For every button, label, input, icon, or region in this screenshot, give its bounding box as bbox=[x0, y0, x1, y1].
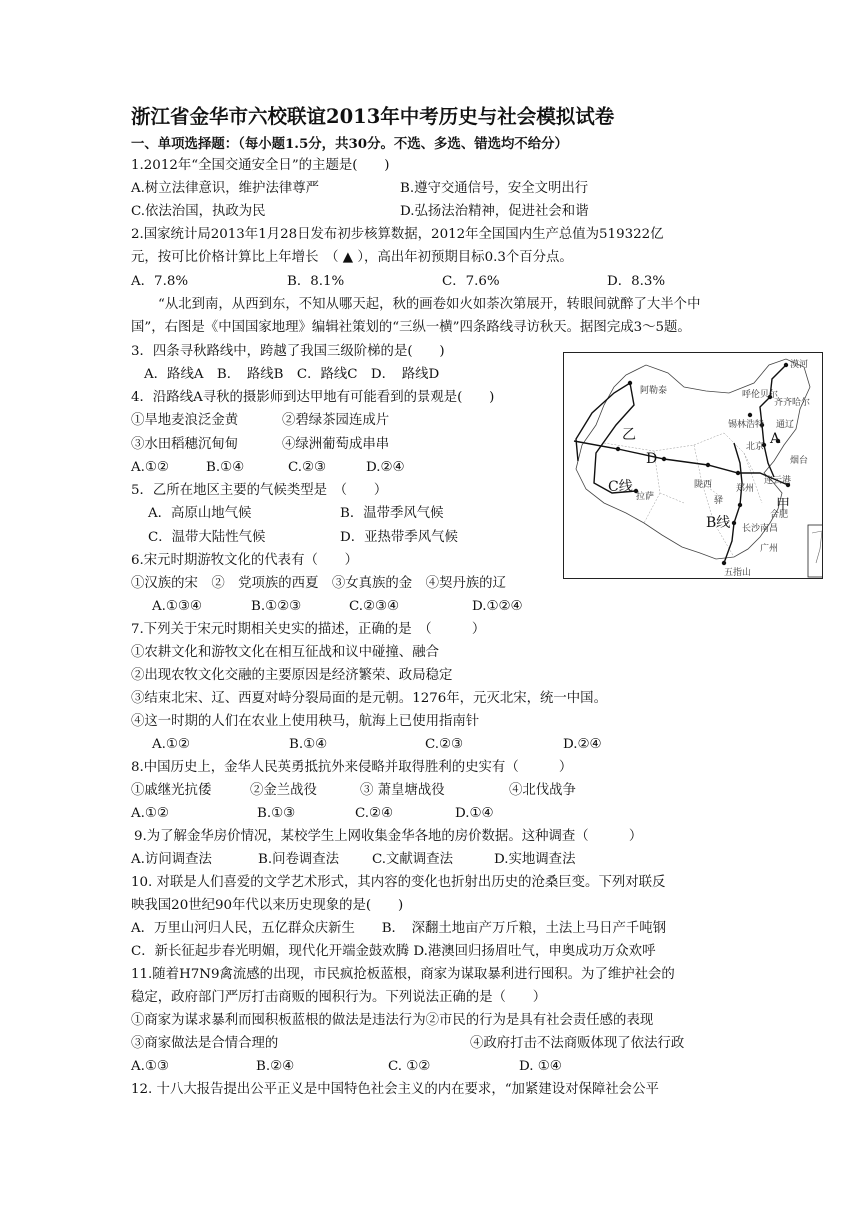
question-5-option-b: B．温带季风气候 bbox=[340, 506, 444, 521]
label-wuzhishan: 五指山 bbox=[724, 568, 752, 578]
question-3-stem: 3．四条寻秋路线中，跨越了我国三级阶梯的是( ) bbox=[131, 344, 445, 359]
question-9-option-d: D.实地调查法 bbox=[494, 852, 576, 867]
question-4-item-2: ②碧绿茶园连成片 bbox=[282, 413, 390, 428]
label-altay: 阿勒泰 bbox=[640, 386, 668, 396]
question-8-option-a: A.①② bbox=[131, 806, 169, 821]
question-8-item-3: ③ 萧皇塘战役 bbox=[360, 783, 445, 798]
question-2-stem-line1: 2.国家统计局2013年1月28日发布初步核算数据，2012年全国国内生产总值为519322亿 bbox=[131, 227, 664, 242]
label-tongliao: 通辽 bbox=[776, 420, 795, 430]
question-4-option-a: A.①② bbox=[131, 460, 169, 475]
question-8-item-1: ①戚继光抗倭 bbox=[131, 783, 212, 798]
question-11-items-1-2: ①商家为谋求暴利而囤积板蓝根的做法是违法行为②市民的行为是具有社会责任感的表现 bbox=[131, 1013, 654, 1028]
question-2-option-c: C．7.6% bbox=[442, 274, 500, 289]
question-11-option-d: D. ①④ bbox=[519, 1059, 562, 1074]
question-7-option-b: B.①④ bbox=[289, 737, 328, 752]
label-lianyungang: 连云港 bbox=[764, 476, 792, 486]
label-zhengzhou: 郑州 bbox=[736, 484, 755, 494]
label-yantai: 烟台 bbox=[790, 456, 809, 466]
question-7-item-2: ②出现农牧文化交融的主要原因是经济繁荣、政局稳定 bbox=[131, 668, 453, 683]
question-11-item-4: ④政府打击不法商贩体现了依法行政 bbox=[470, 1036, 685, 1051]
question-2-option-a: A．7.8% bbox=[131, 274, 189, 289]
question-11-option-c: C. ①② bbox=[388, 1059, 431, 1074]
question-11-stem-line1: 11.随着H7N9禽流感的出现，市民疯抢板蓝根，商家为谋取暴利进行囤积。为了维护社会的 bbox=[131, 967, 675, 982]
question-6-option-c: C.②③④ bbox=[349, 599, 400, 614]
question-10-options-ab: A．万里山河归人民，五亿群众庆新生 B． 深翻土地亩产万斤粮，土法上马日产千吨钢 bbox=[131, 921, 667, 936]
question-11-item-3: ③商家做法是合情合理的 bbox=[131, 1036, 279, 1051]
china-route-map bbox=[563, 352, 823, 579]
question-4-stem: 4．沿路线A寻秋的摄影师到达甲地有可能看到的景观是( ) bbox=[131, 390, 495, 405]
question-8-option-d: D.①④ bbox=[455, 806, 494, 821]
label-zoige: 驿 bbox=[714, 496, 724, 506]
question-11-stem-line2: 稳定，政府部门严厉打击商贩的囤积行为。下列说法正确的是（ ） bbox=[131, 990, 547, 1005]
label-hefei: 合肥 bbox=[770, 510, 789, 520]
question-7-item-3: ③结束北宋、辽、西夏对峙分裂局面的是元朝。1276年，元灭北宋，统一中国。 bbox=[131, 691, 607, 706]
question-11-option-a: A.①③ bbox=[131, 1059, 169, 1074]
question-11-option-b: B.②④ bbox=[256, 1059, 295, 1074]
question-12-stem-line1: 12. 十八大报告提出公平正义是中国特色社会主义的内在要求，“加紧建设对保障社会公平 bbox=[131, 1082, 659, 1097]
map-svg bbox=[564, 353, 822, 578]
question-4-item-1: ①旱地麦浪泛金黄 bbox=[131, 413, 239, 428]
question-4-option-d: D.②④ bbox=[366, 460, 405, 475]
question-10-options-cd: C．新长征起步春光明媚，现代化开端金鼓欢腾 D.港澳回归扬眉吐气，申奥成功万众欢呼 bbox=[131, 944, 656, 959]
question-7-option-c: C.②③ bbox=[425, 737, 464, 752]
question-3-options: A．路线A B． 路线B C．路线C D． 路线D bbox=[144, 367, 440, 382]
question-8-option-b: B.①③ bbox=[257, 806, 296, 821]
label-xilinhot: 锡林浩特 bbox=[728, 420, 765, 430]
question-1-option-d: D.弘扬法治精神，促进社会和谐 bbox=[400, 204, 589, 219]
label-hulunbuir: 呼伦贝尔 bbox=[742, 390, 779, 400]
question-7-item-1: ①农耕文化和游牧文化在相互征战和议中碰撞、融合 bbox=[131, 645, 439, 660]
question-6-option-a: A.①③④ bbox=[152, 599, 202, 614]
question-6-option-b: B.①②③ bbox=[251, 599, 302, 614]
question-7-option-d: D.②④ bbox=[563, 737, 602, 752]
label-mohe: 漠河 bbox=[790, 360, 809, 370]
question-9-option-b: B.问卷调查法 bbox=[258, 852, 340, 867]
question-10-stem-line1: 10. 对联是人们喜爱的文学艺术形式，其内容的变化也折射出历史的沧桑巨变。下列对联反 bbox=[131, 875, 666, 890]
question-5-stem: 5．乙所在地区主要的气候类型是 （ ） bbox=[131, 483, 388, 498]
question-4-item-3: ③水田稻穗沉甸甸 bbox=[131, 437, 239, 452]
question-5-option-a: A．高原山地气候 bbox=[148, 506, 252, 521]
question-4-option-b: B.①④ bbox=[206, 460, 245, 475]
question-8-item-4: ④北伐战争 bbox=[509, 783, 576, 798]
label-changsha: 长沙 bbox=[742, 524, 761, 534]
question-5-option-c: C．温带大陆性气候 bbox=[148, 530, 266, 545]
question-8-item-2: ②金兰战役 bbox=[250, 783, 317, 798]
question-4-item-4: ④绿洲葡萄成串串 bbox=[282, 437, 390, 452]
question-2-option-d: D．8.3% bbox=[607, 274, 666, 289]
passage-line2: 国”，右图是《中国国家地理》编辑社策划的“三纵一横”四条路线寻访秋天。据图完成3～5题。 bbox=[131, 320, 691, 335]
page-title: 浙江省金华市六校联谊2013年中考历史与社会模拟试卷 bbox=[131, 105, 615, 128]
question-8-stem: 8.中国历史上，金华人民英勇抵抗外来侵略并取得胜利的史实有（ ） bbox=[131, 760, 573, 775]
question-7-option-a: A.①② bbox=[152, 737, 190, 752]
label-beijing: 北京 bbox=[746, 442, 765, 452]
question-6-items: ①汉族的宋 ② 党项族的西夏 ③女真族的金 ④契丹族的辽 bbox=[131, 576, 506, 591]
label-qiqihar: 齐齐哈尔 bbox=[774, 398, 811, 408]
question-6-stem: 6.宋元时期游牧文化的代表有（ ） bbox=[131, 553, 359, 568]
label-yi: 乙 bbox=[622, 427, 636, 443]
question-9-option-a: A.访问调查法 bbox=[131, 852, 212, 867]
south-sea-inset bbox=[808, 525, 822, 577]
label-jia: 甲 bbox=[776, 497, 790, 513]
question-5-option-d: D．亚热带季风气候 bbox=[340, 530, 458, 545]
label-nanchang: 南昌 bbox=[760, 524, 779, 534]
question-1-option-c: C.依法治国，执政为民 bbox=[131, 204, 266, 219]
question-1-stem: 1.2012年“全国交通安全日”的主题是( ) bbox=[131, 158, 390, 173]
question-4-option-c: C.②③ bbox=[288, 460, 327, 475]
question-7-item-4: ④这一时期的人们在农业上使用秧马，航海上已使用指南针 bbox=[131, 714, 480, 729]
passage-line1: “从北到南，从西到东，不知从哪天起，秋的画卷如火如荼次第展开，转眼间就醉了大半个中 bbox=[158, 297, 701, 312]
question-9-option-c: C.文献调查法 bbox=[372, 852, 453, 867]
label-route-b: B线 bbox=[706, 515, 731, 531]
question-8-option-c: C.②④ bbox=[355, 806, 394, 821]
question-9-stem: 9.为了解金华房价情况，某校学生上网收集金华各地的房价数据。这种调查（ ） bbox=[134, 829, 643, 844]
section-heading: 一、单项选择题：（每小题1.5分，共30分。不选、多选、错选均不给分） bbox=[131, 136, 568, 152]
question-6-option-d: D.①②④ bbox=[472, 599, 523, 614]
question-2-option-b: B．8.1% bbox=[287, 274, 345, 289]
label-lhasa: 拉萨 bbox=[636, 492, 655, 502]
question-2-stem-line2: 元，按可比价格计算比上年增长 （ ▲ ），高出年初预期目标0.3个百分点。 bbox=[131, 250, 573, 265]
question-1-option-a: A.树立法律意识，维护法律尊严 bbox=[131, 181, 320, 196]
label-route-d: D bbox=[646, 451, 658, 467]
label-longxi: 陇西 bbox=[694, 480, 713, 490]
label-route-a: A bbox=[770, 431, 781, 447]
question-7-stem: 7.下列关于宋元时期相关史实的描述，正确的是 （ ） bbox=[131, 622, 486, 637]
label-guangzhou: 广州 bbox=[760, 544, 779, 554]
question-10-stem-line2: 映我国20世纪90年代以来历史现象的是( ) bbox=[131, 898, 404, 913]
label-route-c: C线 bbox=[608, 479, 633, 495]
question-1-option-b: B.遵守交通信号，安全文明出行 bbox=[400, 181, 589, 196]
